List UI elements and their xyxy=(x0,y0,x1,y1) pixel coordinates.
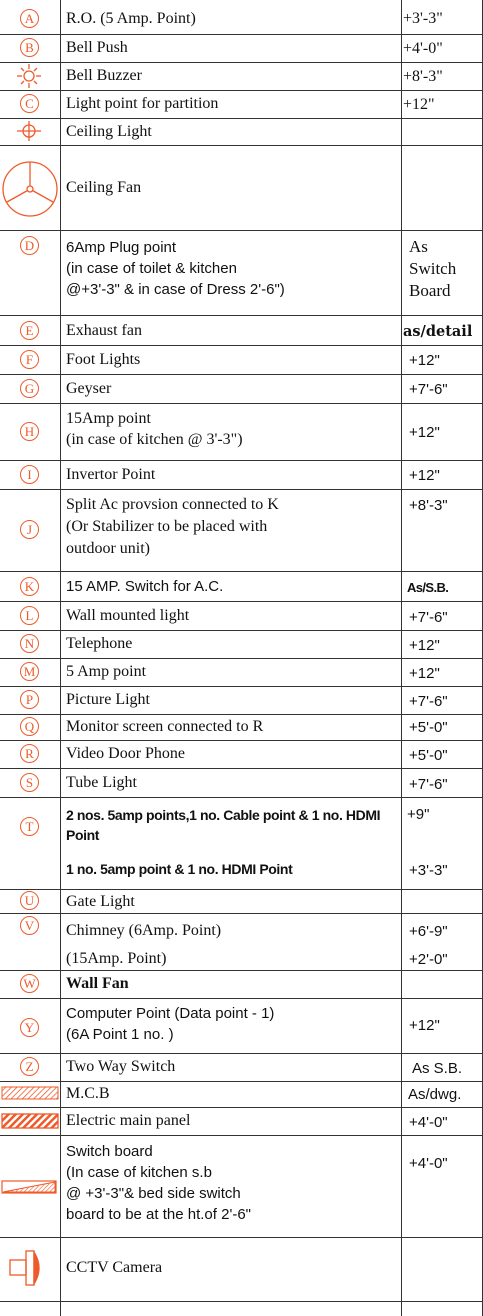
height-line: Switch xyxy=(409,259,457,278)
legend-row xyxy=(0,62,483,90)
row-description: Exhaust fan xyxy=(66,322,142,339)
row-height: +12" xyxy=(409,1017,440,1034)
symbol-f: F xyxy=(20,350,39,369)
symbol-m: M xyxy=(20,662,39,681)
legend-row xyxy=(0,768,483,797)
row-description: 5 Amp point xyxy=(66,663,147,680)
symbol-h: H xyxy=(20,422,39,441)
row-height: +4'-0" xyxy=(409,1155,448,1172)
symbol-u: U xyxy=(20,891,39,910)
row-description xyxy=(66,403,397,460)
description-line: Chimney (6Amp. Point) xyxy=(66,922,222,939)
description-line: board to be at the ht.of 2'-6" xyxy=(66,1206,251,1223)
legend-row xyxy=(0,630,483,658)
row-description: Gate Light xyxy=(66,893,135,910)
row-height xyxy=(403,118,483,145)
description-line: 6Amp Plug point xyxy=(66,239,177,256)
legend-row xyxy=(0,34,483,62)
legend-row xyxy=(0,571,483,601)
row-description xyxy=(66,489,397,571)
row-height xyxy=(403,1237,483,1301)
description-line: (Or Stabilizer to be placed with xyxy=(66,518,268,535)
row-description: Picture Light xyxy=(66,691,150,708)
symbol-g: G xyxy=(20,379,39,398)
row-height xyxy=(403,889,483,913)
ceiling-light-icon xyxy=(0,118,60,145)
legend-row xyxy=(0,230,483,315)
description-line: (In case of kitchen s.b xyxy=(66,1164,212,1181)
description-line: 15Amp point xyxy=(66,410,151,427)
row-height: +7'-6" xyxy=(409,776,448,793)
row-height: +7'-6" xyxy=(409,381,448,398)
legend-row xyxy=(0,4,483,34)
row-height: +4'-0" xyxy=(403,40,443,57)
row-height: As S.B. xyxy=(412,1060,463,1077)
row-description xyxy=(66,913,397,970)
row-height: +5'-0" xyxy=(409,719,448,736)
row-description: Invertor Point xyxy=(66,466,156,483)
row-description: Two Way Switch xyxy=(66,1058,176,1075)
cctv-camera-icon xyxy=(0,1237,60,1301)
legend-row xyxy=(0,797,483,889)
height-line: +2'-0" xyxy=(409,951,448,968)
row-description: Geyser xyxy=(66,380,112,397)
description-line: 1 no. 5amp point & 1 no. HDMI Point xyxy=(66,861,293,877)
symbol-a: A xyxy=(20,9,39,28)
symbol-v: V xyxy=(20,916,39,935)
row-description xyxy=(66,1135,397,1237)
symbol-b: B xyxy=(20,38,39,57)
symbol-q: Q xyxy=(20,717,39,736)
row-height: +12" xyxy=(409,424,440,441)
row-height: +12" xyxy=(409,665,440,682)
description-line: (6A Point 1 no. ) xyxy=(66,1026,174,1043)
legend-row xyxy=(0,1053,483,1081)
legend-row xyxy=(0,913,483,970)
legend-row xyxy=(0,998,483,1053)
height-line: Board xyxy=(409,281,451,300)
legend-row xyxy=(0,740,483,768)
row-description: Video Door Phone xyxy=(66,745,186,762)
legend-row xyxy=(0,601,483,630)
row-height xyxy=(403,913,483,970)
legend-row xyxy=(0,90,483,118)
height-line: +3'-3" xyxy=(409,862,448,879)
symbol-l: L xyxy=(20,606,39,625)
height-line: +9" xyxy=(407,806,430,823)
legend-row xyxy=(0,118,483,145)
symbol-z: Z xyxy=(20,1057,39,1076)
description-line: (in case of toilet & kitchen xyxy=(66,260,237,277)
row-description: CCTV Camera xyxy=(66,1259,163,1276)
row-height xyxy=(403,145,483,230)
description-line: (in case of kitchen @ 3'-3") xyxy=(66,431,243,448)
symbol-p: P xyxy=(20,690,39,709)
row-height xyxy=(403,797,483,889)
symbol-s: S xyxy=(20,773,39,792)
row-height: +5'-0" xyxy=(409,747,448,764)
legend-row xyxy=(0,315,483,345)
row-description: Light point for partition xyxy=(66,95,219,112)
row-divider xyxy=(0,1301,483,1302)
row-description: 15 AMP. Switch for A.C. xyxy=(66,578,224,595)
switch-board-icon xyxy=(0,1135,60,1237)
legend-row xyxy=(0,686,483,714)
legend-row xyxy=(0,1107,483,1135)
symbol-e: E xyxy=(20,321,39,340)
legend-row xyxy=(0,345,483,374)
symbol-r: R xyxy=(20,744,39,763)
description-line: 2 nos. 5amp points,1 no. Cable point & 1 no. HDMI xyxy=(66,807,381,823)
row-height: +12" xyxy=(403,96,435,113)
legend-row xyxy=(0,460,483,489)
row-height: As/S.B. xyxy=(407,580,449,595)
legend-row xyxy=(0,1081,483,1107)
row-description: Wall Fan xyxy=(66,975,129,992)
description-line: (15Amp. Point) xyxy=(66,950,167,967)
row-description: Bell Push xyxy=(66,39,128,56)
row-description: Electric main panel xyxy=(66,1112,191,1129)
row-description xyxy=(66,797,397,889)
row-height: as/detail xyxy=(403,323,473,340)
symbol-t: T xyxy=(20,817,39,836)
row-height xyxy=(403,970,483,998)
height-line: As xyxy=(409,237,428,256)
symbol-d: D xyxy=(20,236,39,255)
legend-row xyxy=(0,145,483,230)
row-description: Ceiling Light xyxy=(66,123,152,140)
symbol-k: K xyxy=(20,577,39,596)
row-description: M.C.B xyxy=(66,1085,110,1102)
row-description xyxy=(66,230,397,315)
electric-main-panel-icon xyxy=(0,1107,60,1135)
row-height: +4'-0" xyxy=(409,1114,448,1131)
height-line: +6'-9" xyxy=(409,923,448,940)
row-description: Telephone xyxy=(66,635,133,652)
symbol-n: N xyxy=(20,634,39,653)
symbol-w: W xyxy=(20,974,39,993)
row-height xyxy=(403,230,483,315)
legend-row xyxy=(0,970,483,998)
legend-row xyxy=(0,714,483,740)
symbol-y: Y xyxy=(20,1018,39,1037)
legend-row xyxy=(0,489,483,571)
row-height: +12" xyxy=(409,352,440,369)
legend-row xyxy=(0,1237,483,1301)
legend-row xyxy=(0,658,483,686)
row-description: Monitor screen connected to R xyxy=(66,718,264,735)
description-line: @ +3'-3"& bed side switch xyxy=(66,1185,241,1202)
row-height: +12" xyxy=(409,467,440,484)
bell-buzzer-icon xyxy=(0,62,60,90)
legend-row xyxy=(0,403,483,460)
description-line: outdoor unit) xyxy=(66,540,150,557)
row-description: Tube Light xyxy=(66,774,137,791)
legend-row xyxy=(0,374,483,403)
row-height: +7'-6" xyxy=(409,693,448,710)
row-description: Foot Lights xyxy=(66,351,141,368)
row-description xyxy=(66,998,397,1053)
row-description: Ceiling Fan xyxy=(66,179,142,196)
row-description: Wall mounted light xyxy=(66,607,190,624)
row-description: R.O. (5 Amp. Point) xyxy=(66,10,196,27)
mcb-icon xyxy=(0,1081,60,1107)
row-description: Bell Buzzer xyxy=(66,67,142,84)
legend-row xyxy=(0,889,483,913)
row-height: +3'-3" xyxy=(403,10,443,27)
symbol-c: C xyxy=(20,94,39,113)
description-line: Split Ac provsion connected to K xyxy=(66,496,279,513)
description-line: Point xyxy=(66,827,99,843)
description-line: Switch board xyxy=(66,1143,153,1160)
row-height: +8'-3" xyxy=(403,68,443,85)
legend-row xyxy=(0,1135,483,1237)
description-line: @+3'-3" & in case of Dress 2'-6") xyxy=(66,281,285,298)
ceiling-fan-icon xyxy=(0,145,60,230)
row-height: As/dwg. xyxy=(408,1086,462,1103)
description-line: Computer Point (Data point - 1) xyxy=(66,1005,275,1022)
row-height: +8'-3" xyxy=(409,497,448,514)
row-height: +7'-6" xyxy=(409,609,448,626)
symbol-i: I xyxy=(20,465,39,484)
symbol-j: J xyxy=(20,520,39,539)
row-height: +12" xyxy=(409,637,440,654)
